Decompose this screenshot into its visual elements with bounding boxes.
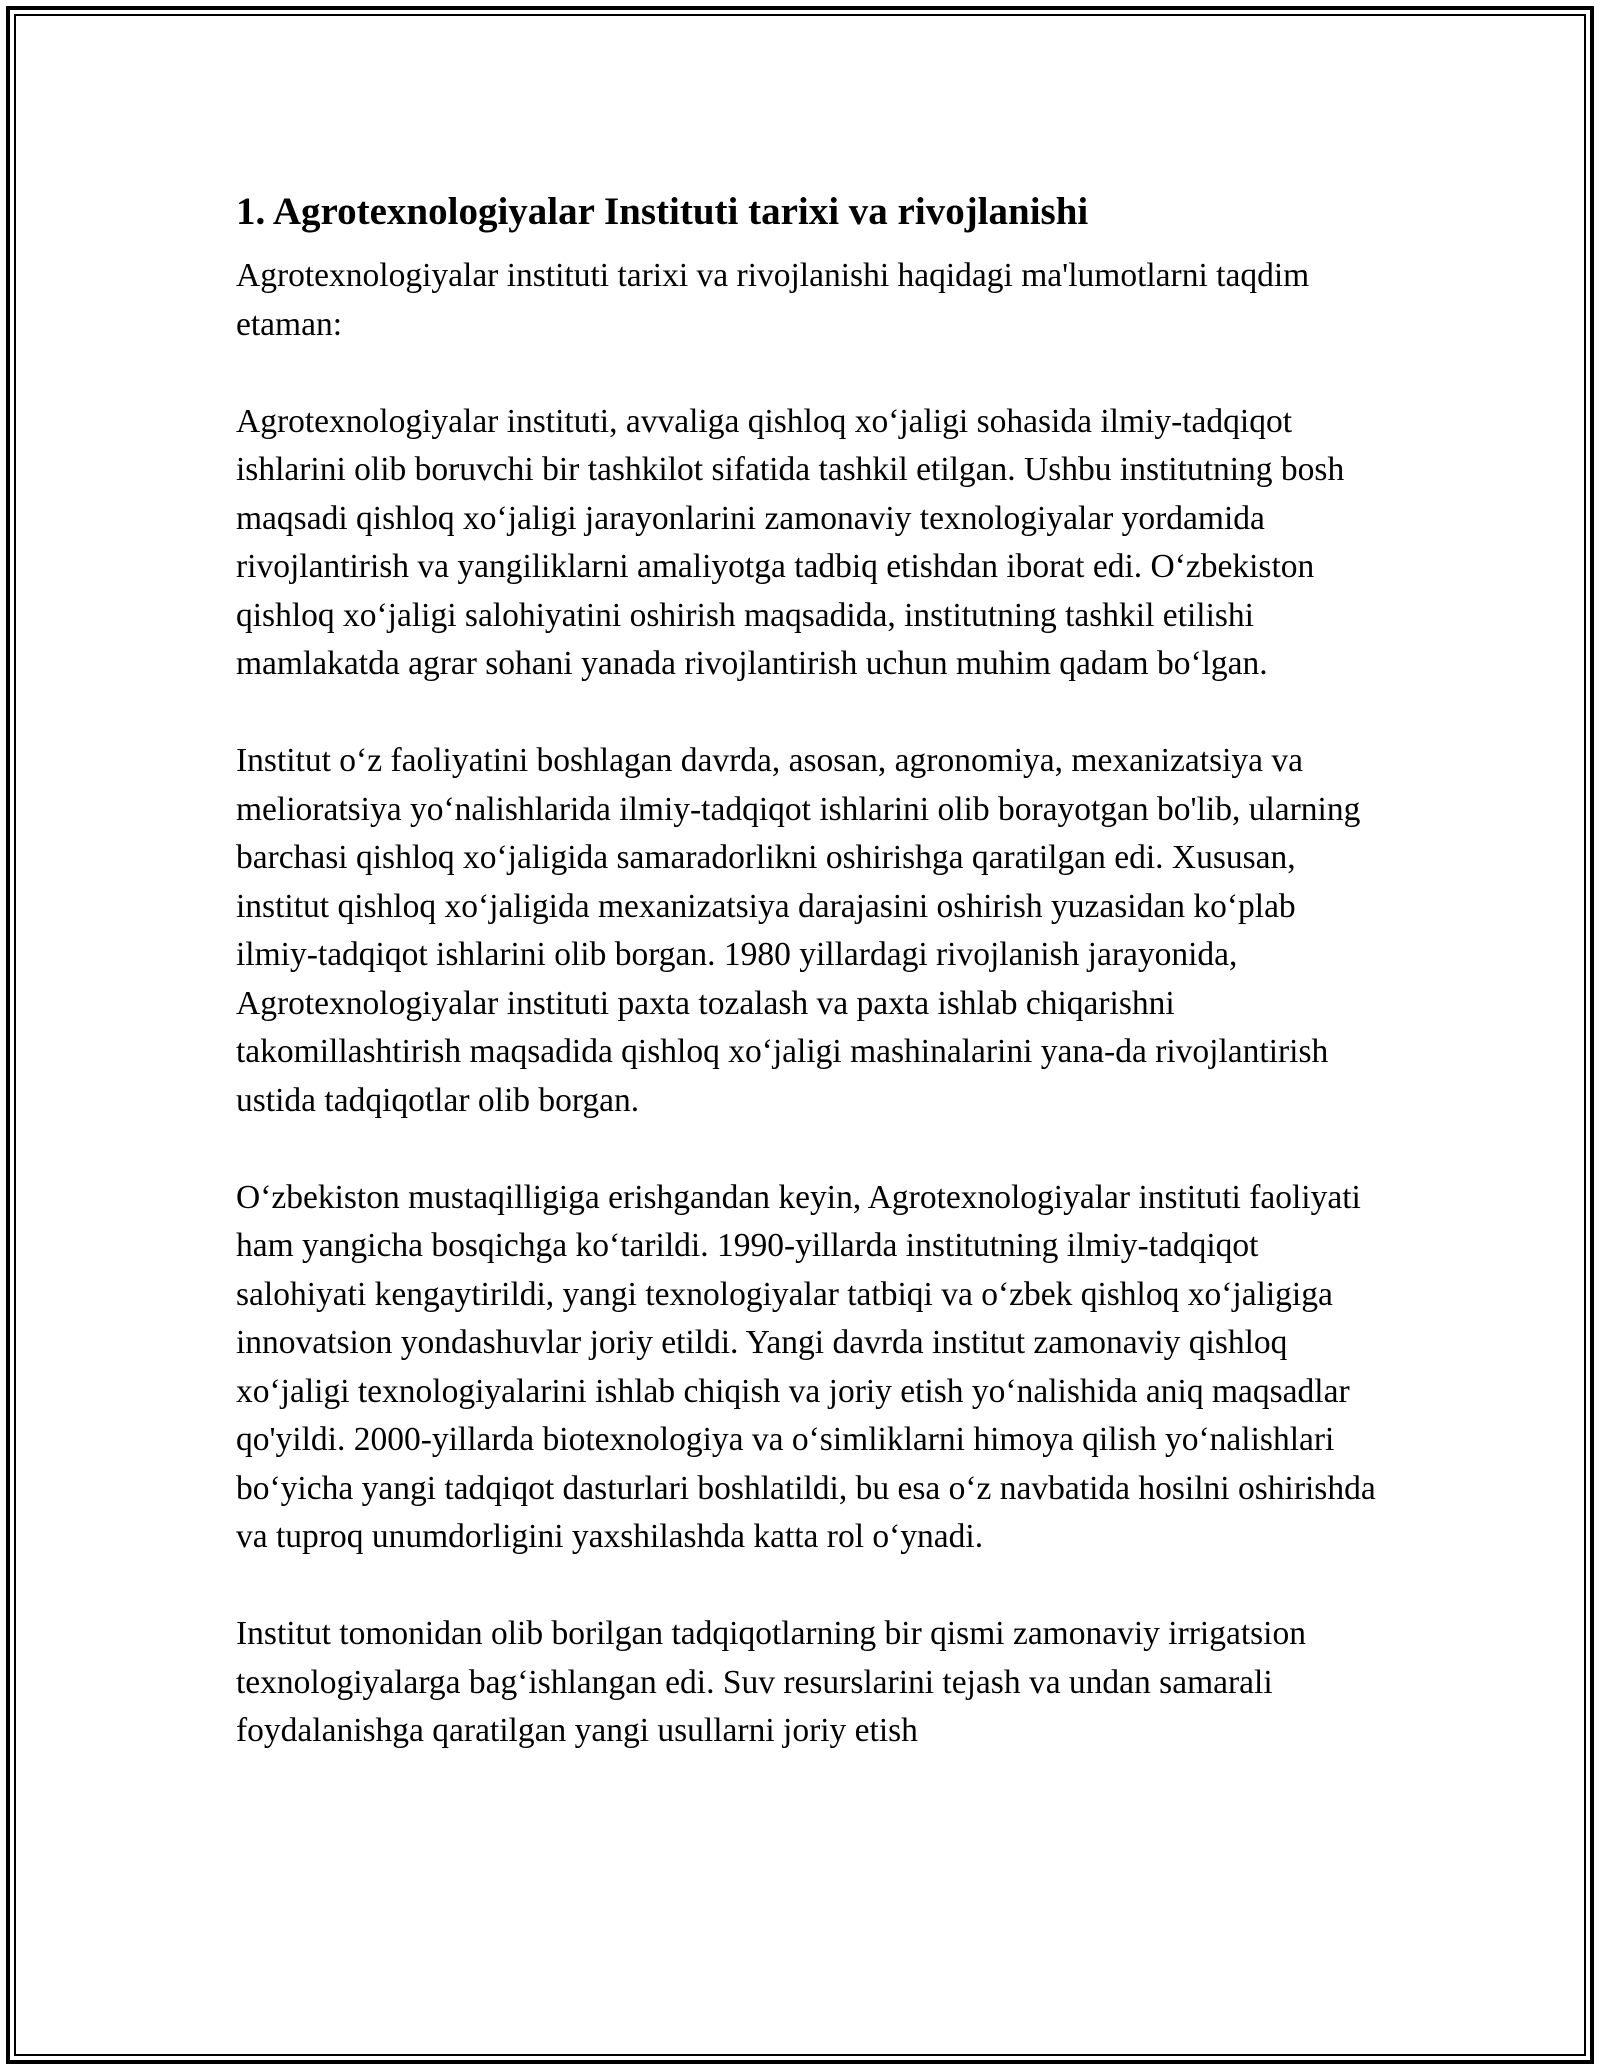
independence-era-paragraph: O‘zbekiston mustaqilligiga erishgandan keyin, Agrotexnologiyalar instituti faoliyati ham yangicha bosqichga ko‘tarildi. 1990-yillarda institutning ilmiy-tadqiqot salohiyati kengaytirildi, yangi texnologiyalar tatbiqi va o‘zbek qishloq xo‘jaligiga innovatsion yondashuvlar joriy etildi. Yangi davrda institut zamonaviy qishloq xo‘jaligi texnologiyalarini ishlab chiqish va joriy etish yo‘nalishida aniq maqsadlar qo'yildi. 2000-yillarda biotexnologiya va o‘simliklarni himoya qilish yo‘nalishlari bo‘yicha yangi tadqiqot dasturlari boshlatildi, bu esa o‘z navbatida hosilni oshirishda va tuproq unumdorligini yaxshilashda katta rol o‘ynadi. <box>236 1178 1376 1555</box>
document-body <box>236 186 1376 1804</box>
section-heading: 1. Agrotexnologiyalar Instituti tarixi va rivojlanishi <box>236 190 1089 233</box>
early-activity-paragraph: Institut o‘z faoliyatini boshlagan davrda, asosan, agronomiya, mexanizatsiya va melioratsiya yo‘nalishlarida ilmiy-tadqiqot ishlarini olib borayotgan bo'lib, ularning barchasi qishloq xo‘jaligida samaradorlikni oshirishga qaratilgan edi. Xususan, institut qishloq xo‘jaligida mexanizatsiya darajasini oshirish yuzasidan ko‘plab ilmiy-tadqiqot ishlarini olib borgan. 1980 yillardagi rivojlanish jarayonida, Agrotexnologiyalar instituti paxta tozalash va paxta ishlab chiqarishni takomillashtirish maqsadida qishloq xo‘jaligi mashinalarini yana-da rivojlantirish ustida tadqiqotlar olib borgan. <box>236 742 1361 1119</box>
intro-paragraph: Agrotexnologiyalar instituti tarixi va rivojlanishi haqidagi ma'lumotlarni taqdim etaman: <box>236 257 1310 343</box>
founding-paragraph: Agrotexnologiyalar instituti, avvaliga qishloq xo‘jaligi sohasida ilmiy-tadqiqot ishlarini olib boruvchi bir tashkilot sifatida tashkil etilgan. Ushbu institutning bosh maqsadi qishloq xo‘jaligi jarayonlarini zamonaviy texnologiyalar yordamida rivojlantirish va yangiliklarni amaliyotga tadbiq etishdan iborat edi. O‘zbekiston qishloq xo‘jaligi salohiyatini oshirish maqsadida, institutning tashkil etilishi mamlakatda agrar sohani yanada rivojlantirish uchun muhim qadam bo‘lgan. <box>236 402 1345 682</box>
irrigation-paragraph: Institut tomonidan olib borilgan tadqiqotlarning bir qismi zamonaviy irrigatsion texnologiyalarga bag‘ishlangan edi. Suv resurslarini tejash va undan samarali foydalanishga qaratilgan yangi usullarni joriy etish <box>236 1615 1306 1749</box>
